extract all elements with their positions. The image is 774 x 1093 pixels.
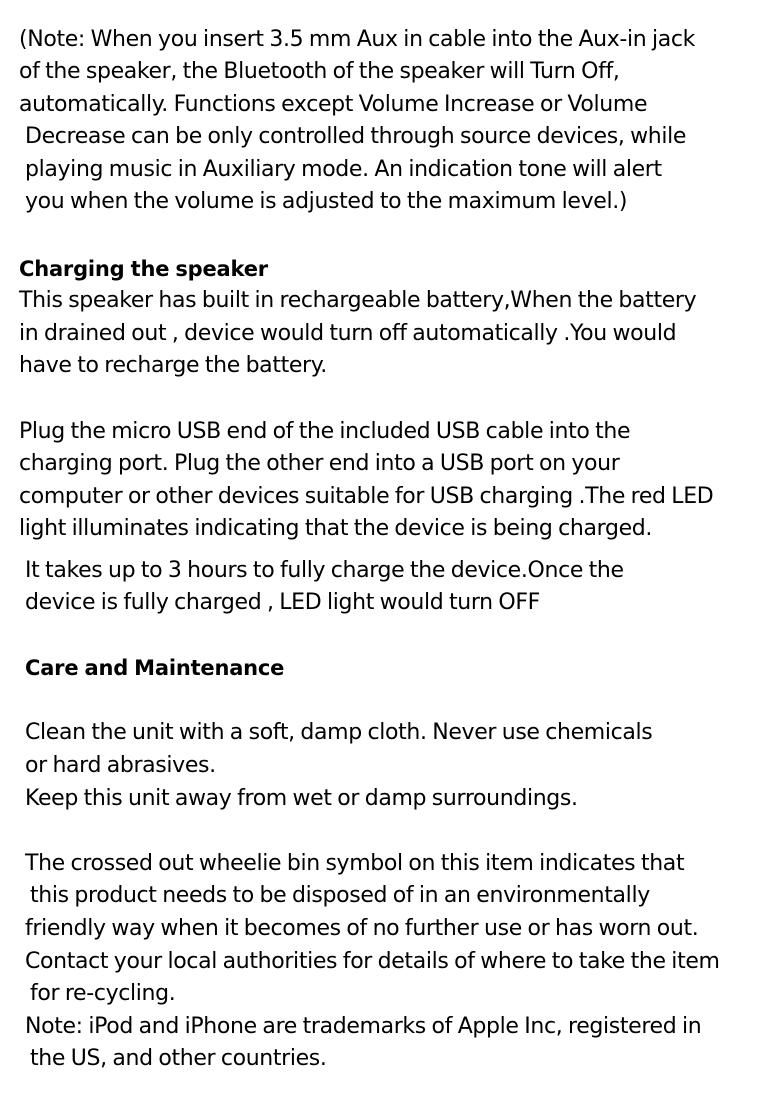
text-line: friendly way when it becomes of no further use or has worn out. xyxy=(25,916,699,941)
text-line: automatically. Functions except Volume Increase or Volume xyxy=(19,92,648,117)
text-line: Contact your local authorities for details of where to take the item xyxy=(25,949,720,974)
text-line: (Note: When you insert 3.5 mm Aux in cable into the Aux-in jack xyxy=(19,27,696,52)
text-line: the US, and other countries. xyxy=(30,1046,327,1071)
care-heading: Care and Maintenance xyxy=(25,656,285,680)
text-line: you when the volume is adjusted to the maximum level.) xyxy=(25,189,628,214)
text-line: computer or other devices suitable for USB charging .The red LED xyxy=(19,484,714,509)
text-line: playing music in Auxiliary mode. An indication tone will alert xyxy=(25,157,662,182)
text-line: for re-cycling. xyxy=(30,981,176,1006)
text-line: Decrease can be only controlled through source devices, while xyxy=(25,124,687,149)
text-line: have to recharge the battery. xyxy=(19,353,327,378)
text-line: Clean the unit with a soft, damp cloth. Never use chemicals xyxy=(25,720,653,745)
text-line: in drained out , device would turn off automatically .You would xyxy=(19,321,677,346)
text-line: light illuminates indicating that the device is being charged. xyxy=(19,516,653,541)
text-line: The crossed out wheelie bin symbol on this item indicates that xyxy=(25,851,685,876)
text-line: It takes up to 3 hours to fully charge the device.Once the xyxy=(25,558,624,583)
charging-heading: Charging the speaker xyxy=(19,257,268,281)
text-line: of the speaker, the Bluetooth of the speaker will Turn Off, xyxy=(19,59,620,84)
text-line: device is fully charged , LED light would turn OFF xyxy=(25,590,540,615)
text-line: Plug the micro USB end of the included USB cable into the xyxy=(19,419,631,444)
text-line: or hard abrasives. xyxy=(25,753,216,778)
text-line: Note: iPod and iPhone are trademarks of Apple Inc, registered in xyxy=(25,1014,702,1039)
text-line: This speaker has built in rechargeable battery,When the battery xyxy=(19,288,697,313)
text-line: Keep this unit away from wet or damp surroundings. xyxy=(25,786,578,811)
text-line: this product needs to be disposed of in an environmentally xyxy=(30,883,650,908)
text-line: charging port. Plug the other end into a USB port on your xyxy=(19,451,620,476)
